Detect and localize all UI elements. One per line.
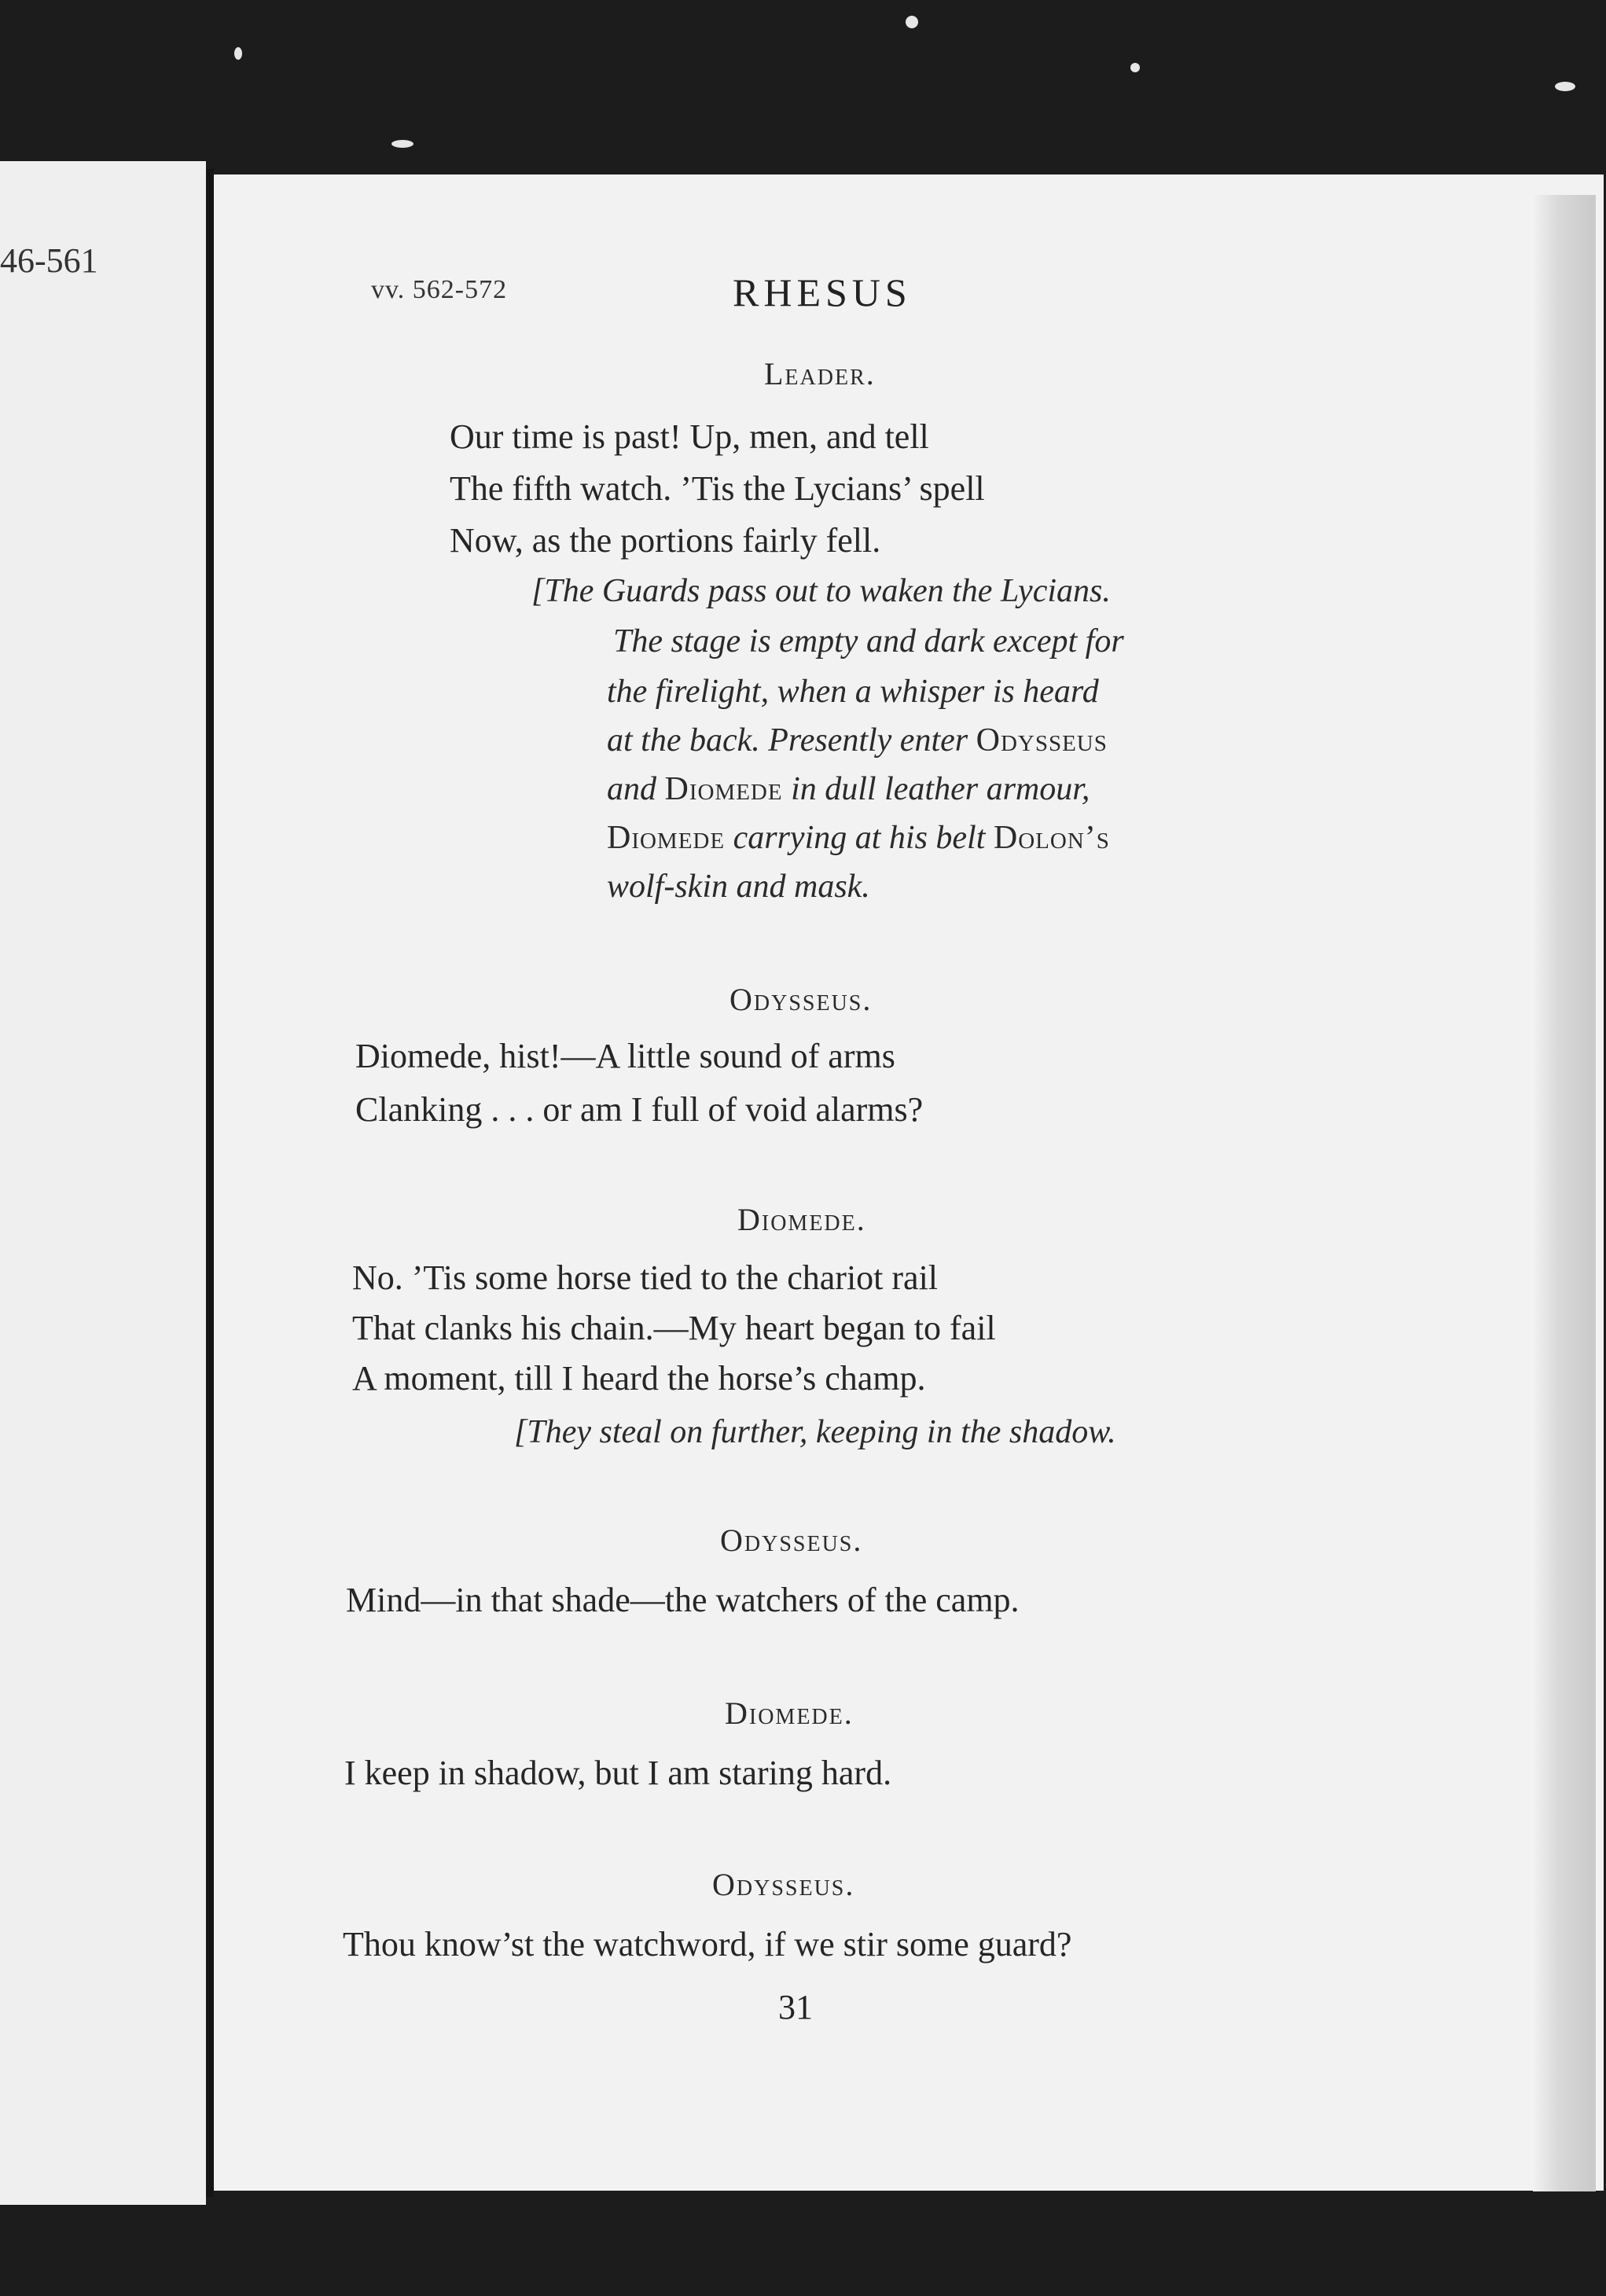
verse-line: A moment, till I heard the horse’s champ. xyxy=(352,1359,926,1398)
stage-direction-line xyxy=(607,770,1090,808)
running-title: RHESUS xyxy=(733,270,912,314)
page-number: 31 xyxy=(778,1988,813,2026)
dust-speck xyxy=(1555,82,1575,91)
dust-speck xyxy=(234,47,242,60)
verse-line: Mind—in that shade—the watchers of the camp. xyxy=(346,1581,1020,1619)
stage-direction-line: wolf-skin and mask. xyxy=(607,869,870,905)
character-name: Dolon’s xyxy=(993,820,1110,856)
stage-direction-line: the firelight, when a whisper is heard xyxy=(607,674,1099,710)
stage-direction-line: The stage is empty and dark except for xyxy=(613,623,1124,659)
verse-line: Clanking . . . or am I full of void alarms? xyxy=(355,1090,924,1129)
dust-speck xyxy=(1130,63,1140,72)
stage-text: and xyxy=(607,771,665,807)
stage-text: at the back. Presently enter xyxy=(607,722,976,759)
verse-line: The fifth watch. ’Tis the Lycians’ spell xyxy=(450,469,985,508)
facing-page-number: 46-561 xyxy=(0,241,98,280)
verse-line: I keep in shadow, but I am staring hard. xyxy=(344,1754,892,1792)
character-name: Diomede xyxy=(664,771,783,807)
stage-direction-line xyxy=(607,722,1108,759)
character-name: Odysseus xyxy=(976,722,1108,759)
stage-text: in dull leather armour, xyxy=(782,771,1090,807)
speaker-diomede: Diomede. xyxy=(725,1695,854,1731)
verse-line: Now, as the portions fairly fell. xyxy=(450,521,881,560)
speaker-odysseus: Odysseus. xyxy=(712,1867,855,1902)
character-name: Diomede xyxy=(607,820,726,856)
speaker-diomede: Diomede. xyxy=(737,1202,866,1237)
speaker-leader: Leader. xyxy=(764,356,876,391)
verse-line: That clanks his chain.—My heart began to fail xyxy=(352,1309,996,1347)
book-gutter xyxy=(206,169,214,2197)
page-edge-shadow xyxy=(1533,195,1596,2191)
stage-direction-line: [The Guards pass out to waken the Lycians. xyxy=(531,573,1111,609)
verse-line: Diomede, hist!—A little sound of arms xyxy=(355,1037,895,1075)
facing-page xyxy=(0,161,206,2205)
line-reference: vv. 562-572 xyxy=(371,275,508,304)
speaker-odysseus: Odysseus. xyxy=(720,1523,863,1558)
verse-line: Our time is past! Up, men, and tell xyxy=(450,417,929,456)
verse-line: No. ’Tis some horse tied to the chariot rail xyxy=(352,1258,939,1297)
dust-speck xyxy=(906,16,918,28)
stage-direction-line xyxy=(607,819,1110,857)
stage-text: carrying at his belt xyxy=(725,820,994,856)
stage-direction-line: [They steal on further, keeping in the shadow. xyxy=(514,1414,1116,1450)
speaker-odysseus: Odysseus. xyxy=(729,982,873,1017)
dust-speck xyxy=(391,140,413,148)
verse-line: Thou know’st the watchword, if we stir some guard? xyxy=(343,1925,1072,1964)
